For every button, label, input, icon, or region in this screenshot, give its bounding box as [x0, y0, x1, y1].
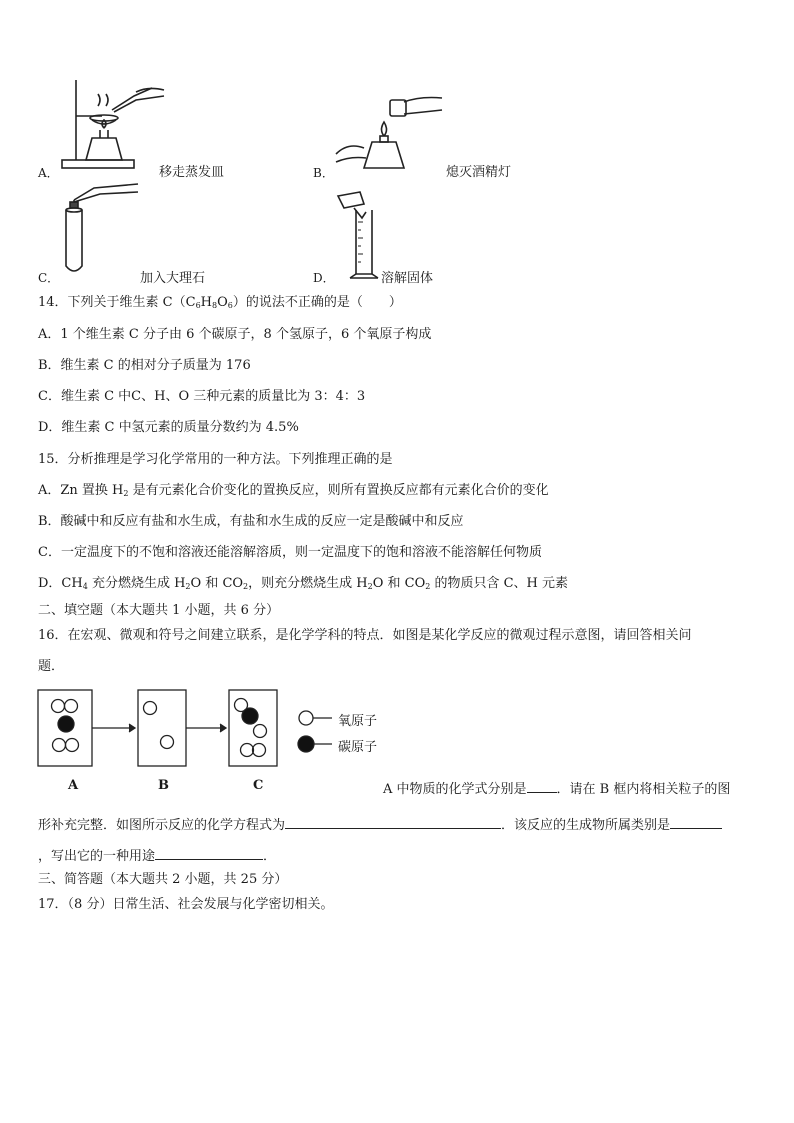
answer-blank-formula[interactable] — [527, 778, 557, 793]
legend-carbon-symbol — [298, 736, 314, 752]
q16-stem-line1: 16．在宏观、微观和符号之间建立联系，是化学学科的特点．如图是某化学反应的微观过程示意图，请回答相关问 — [38, 628, 692, 643]
label-c: C — [253, 778, 264, 793]
q14-option-c: C．维生素 C 中C、H、O 三种元素的质量比为 3：4：3 — [38, 389, 366, 404]
q14-stem: 14．下列关于维生素 $C(C_6H_8O_6)$的说法不正确的是（ ） — [38, 295, 402, 310]
legend-carbon-label: 碳原子 — [338, 740, 378, 755]
q15-option-b: B．酸碱中和反应有盐和水生成，有盐和水生成的反应一定是酸碱中和反应 — [38, 514, 464, 529]
option-c-letter: C． — [38, 271, 60, 285]
legend-oxygen-label: 氧原子 — [338, 714, 378, 729]
option-c-caption: 加入大理石 — [140, 271, 206, 286]
q16-question-line3: ，写出它的一种用途 ． — [38, 845, 276, 864]
evaporating-dish-apparatus-figure — [56, 76, 166, 172]
option-b-letter: B． — [313, 166, 334, 180]
q17-stem: 17．（8 分）日常生活、社会发展与化学密切相关。 — [38, 897, 334, 912]
q15-option-a: A．Zn 置换 $H_2$ 是有元素化合价变化的置换反应，则所有置换反应都有元素化合价的变化 — [38, 483, 549, 498]
label-b: B — [158, 778, 169, 793]
answer-blank-equation[interactable] — [285, 814, 501, 829]
q14-option-d: D．维生素 C 中氢元素的质量分数约为 4.5% — [38, 420, 299, 435]
option-a-caption: 移走蒸发皿 — [159, 165, 225, 180]
q16-question-line2: 形补充完整．如图所示反应的化学方程式为 ．该反应的生成物所属类别是 — [38, 814, 722, 833]
option-d-caption: 溶解固体 — [381, 271, 434, 286]
q15-stem: 15．分析推理是学习化学常用的一种方法。下列推理正确的是 — [38, 452, 393, 467]
section-2-heading: 二、填空题（本大题共 1 小题，共 6 分） — [38, 603, 280, 618]
test-tube-marble-figure — [60, 180, 140, 278]
answer-blank-category[interactable] — [670, 814, 722, 829]
section-3-heading: 三、简答题（本大题共 2 小题，共 25 分） — [38, 872, 288, 887]
option-d-letter: D． — [313, 271, 335, 285]
option-b-caption: 熄灭酒精灯 — [446, 165, 512, 180]
q16-question-line1: A 中物质的化学式分别是 ．请在 B 框内将相关粒子的图 — [383, 778, 730, 797]
q15-option-d: D．$CH_4$ 充分燃烧生成 $H_2O$ 和 $CO_2$，则充分燃烧生成 $H_2O$ 和 $CO_2$ 的物质只含 C、H 元素 — [38, 576, 569, 591]
legend-oxygen-symbol — [299, 711, 313, 725]
q15-option-c: C．一定温度下的不饱和溶液还能溶解溶质，则一定温度下的饱和溶液不能溶解任何物质 — [38, 545, 542, 560]
alcohol-lamp-figure — [334, 92, 444, 172]
q14-option-a: A．1 个维生素 C 分子由 6 个碳原子，8 个氢原子，6 个氧原子构成 — [38, 327, 432, 342]
label-a: A — [68, 778, 79, 793]
q16-stem-line2: 题． — [38, 659, 65, 674]
option-a-letter: A． — [38, 166, 59, 180]
box-b — [138, 690, 186, 766]
answer-blank-use[interactable] — [155, 845, 263, 860]
q14-option-b: B．维生素 C 的相对分子质量为 176 — [38, 358, 251, 373]
reaction-diagram — [36, 688, 416, 772]
